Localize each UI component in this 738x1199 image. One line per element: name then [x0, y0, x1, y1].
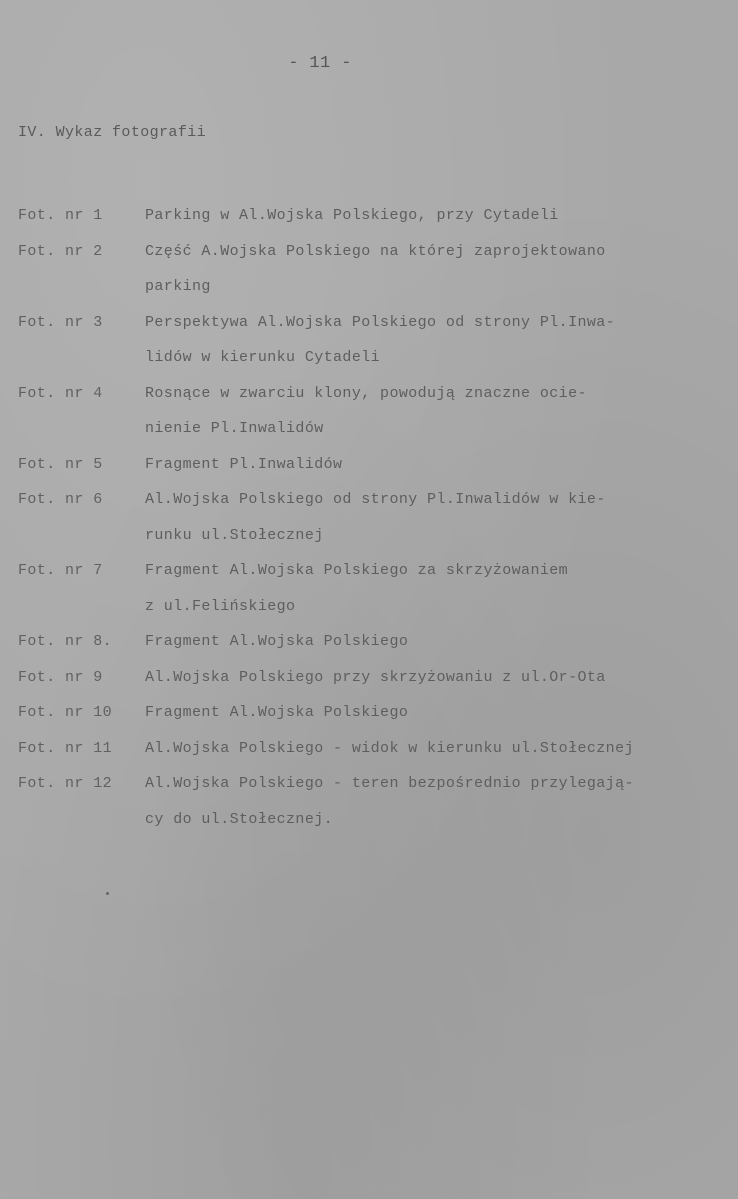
- photo-number-label: Fot. nr 2: [18, 242, 103, 260]
- photo-description-line: runku ul.Stołecznej: [145, 526, 324, 544]
- photo-description-line: Perspektywa Al.Wojska Polskiego od strony Pl.Inwa-: [145, 313, 616, 331]
- list-item: [18, 376, 718, 447]
- photo-number-label: Fot. nr 11: [18, 739, 113, 757]
- photo-number-label: Fot. nr 1: [18, 207, 103, 224]
- list-item: [18, 695, 718, 731]
- photo-description: [145, 731, 718, 767]
- photo-list: [18, 198, 718, 837]
- section-heading: IV. Wykaz fotografii: [18, 124, 207, 141]
- photo-number-label: Fot. nr 10: [18, 704, 113, 721]
- photo-description-line: cy do ul.Stołecznej.: [145, 810, 334, 828]
- photo-description: [145, 624, 718, 660]
- photo-number-label: Fot. nr 9: [18, 668, 103, 686]
- photo-description-line: Fragment Al.Wojska Polskiego: [145, 704, 409, 721]
- list-item: [18, 482, 718, 553]
- photo-number-label: Fot. nr 5: [18, 455, 103, 473]
- list-item: [18, 198, 718, 234]
- photo-description-line: Fragment Al.Wojska Polskiego: [145, 633, 409, 650]
- photo-description-line: Fragment Al.Wojska Polskiego za skrzyżowaniem: [145, 562, 569, 579]
- photo-description: [145, 695, 718, 731]
- photo-description-line: Fragment Pl.Inwalidów: [145, 455, 343, 473]
- photo-description: [145, 376, 718, 447]
- photo-description-line: parking: [145, 278, 211, 295]
- photo-description: [145, 447, 718, 483]
- photo-description-line: z ul.Felińskiego: [145, 597, 296, 615]
- list-item: [18, 660, 718, 696]
- list-item: [18, 766, 718, 837]
- list-item: [18, 553, 718, 624]
- photo-description-line: Al.Wojska Polskiego od strony Pl.Inwalidów w kie-: [145, 491, 606, 508]
- photo-description: [145, 482, 718, 553]
- list-item: [18, 234, 718, 305]
- list-item: [18, 305, 718, 376]
- photo-number-label: Fot. nr 6: [18, 491, 103, 508]
- photo-description: [145, 234, 718, 305]
- photo-description-line: nienie Pl.Inwalidów: [145, 420, 324, 437]
- photo-description-line: Al.Wojska Polskiego - teren bezpośrednio przylegają-: [145, 775, 634, 792]
- photo-description-line: Al.Wojska Polskiego przy skrzyżowaniu z ul.Or-Ota: [145, 668, 606, 686]
- list-item: [18, 447, 718, 483]
- photo-description-line: lidów w kierunku Cytadeli: [145, 349, 381, 366]
- photo-description-line: Część A.Wojska Polskiego na której zaprojektowano: [145, 242, 606, 260]
- photo-description-line: Al.Wojska Polskiego - widok w kierunku ul.Stołecznej: [145, 739, 634, 757]
- photo-description: [145, 305, 718, 376]
- photo-description: [145, 660, 718, 696]
- photo-description: [145, 553, 718, 624]
- list-item: [18, 731, 718, 767]
- photo-number-label: Fot. nr 8.: [18, 633, 113, 650]
- photo-description: [145, 766, 718, 837]
- page-number: - 11 -: [288, 54, 352, 73]
- paper-speck: [106, 892, 109, 895]
- photo-description-line: Rosnące w zwarciu klony, powodują znaczne ocie-: [145, 384, 587, 402]
- photo-description-line: Parking w Al.Wojska Polskiego, przy Cytadeli: [145, 207, 559, 224]
- photo-number-label: Fot. nr 4: [18, 384, 103, 402]
- photo-number-label: Fot. nr 12: [18, 775, 113, 792]
- photo-number-label: Fot. nr 3: [18, 313, 103, 331]
- photo-number-label: Fot. nr 7: [18, 562, 103, 579]
- photo-description: [145, 198, 718, 234]
- list-item: [18, 624, 718, 660]
